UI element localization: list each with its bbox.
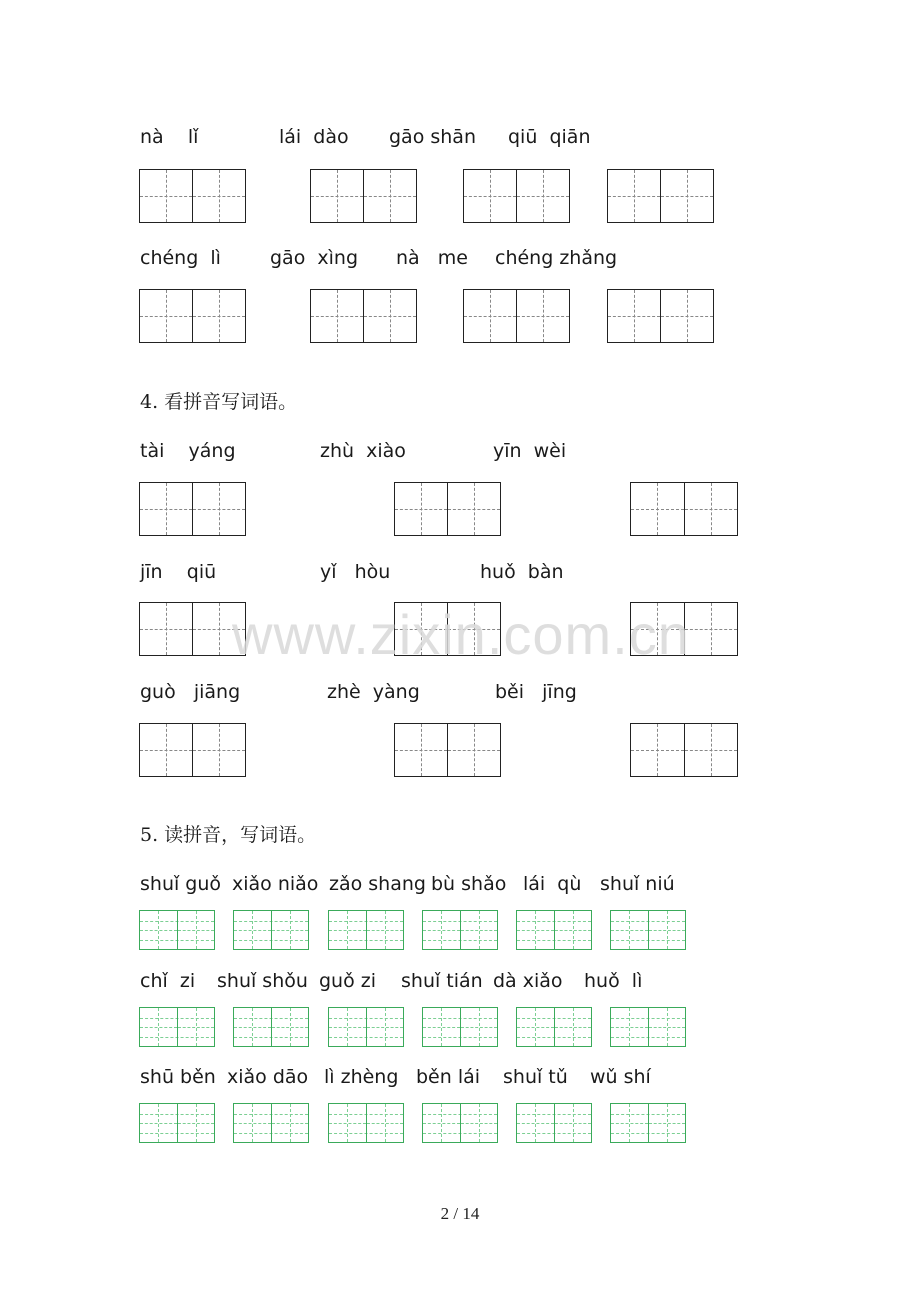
pinyin-word: guǒ zi — [319, 970, 377, 992]
section-5-heading: 5. 读拼音，写词语。 — [140, 824, 317, 846]
pinyin-word: zǎo shang — [329, 873, 426, 895]
pinyin-word: xiǎo dāo — [227, 1066, 309, 1088]
writing-grid[interactable] — [139, 289, 246, 343]
writing-grid[interactable] — [394, 482, 501, 536]
pinyin-word: qiū qiān — [508, 126, 591, 148]
pinyin-word: shuǐ shǒu — [217, 970, 308, 992]
writing-grid[interactable] — [463, 169, 570, 223]
pinyin-word: lì zhèng — [324, 1066, 399, 1088]
writing-grid[interactable] — [328, 910, 404, 950]
writing-grid[interactable] — [310, 289, 417, 343]
pinyin-word: huǒ lì — [584, 970, 643, 992]
writing-grid[interactable] — [139, 169, 246, 223]
writing-grid[interactable] — [310, 169, 417, 223]
writing-grid[interactable] — [516, 1103, 592, 1143]
writing-grid[interactable] — [630, 723, 738, 777]
writing-grid[interactable] — [607, 289, 714, 343]
writing-grid[interactable] — [328, 1103, 404, 1143]
page-number: 2 / 14 — [440, 1204, 480, 1223]
pinyin-word: lái qù — [523, 873, 582, 895]
writing-grid[interactable] — [610, 910, 686, 950]
pinyin-word: lái dào — [279, 126, 349, 148]
pinyin-word: jīn qiū — [140, 561, 217, 583]
writing-grid[interactable] — [139, 910, 215, 950]
pinyin-word: yīn wèi — [493, 440, 567, 462]
writing-grid[interactable] — [516, 910, 592, 950]
watermark: www.zixin.com.cn — [232, 603, 690, 666]
writing-grid[interactable] — [139, 482, 246, 536]
pinyin-word: yǐ hòu — [320, 561, 391, 583]
pinyin-word: xiǎo niǎo — [232, 873, 319, 895]
writing-grid[interactable] — [139, 723, 246, 777]
pinyin-word: nà lǐ — [140, 126, 199, 148]
writing-grid[interactable] — [422, 910, 498, 950]
writing-grid[interactable] — [607, 169, 714, 223]
pinyin-word: zhè yàng — [327, 681, 420, 703]
writing-grid[interactable] — [630, 482, 738, 536]
pinyin-word: chéng lì — [140, 247, 221, 269]
writing-grid[interactable] — [139, 602, 246, 656]
writing-grid[interactable] — [394, 723, 501, 777]
writing-grid[interactable] — [233, 1007, 309, 1047]
pinyin-word: shuǐ niú — [600, 873, 675, 895]
writing-grid[interactable] — [422, 1007, 498, 1047]
pinyin-word: zhù xiào — [320, 440, 406, 462]
writing-grid[interactable] — [516, 1007, 592, 1047]
pinyin-word: chǐ zi — [140, 970, 196, 992]
pinyin-word: shuǐ tǔ — [503, 1066, 568, 1088]
pinyin-word: wǔ shí — [590, 1066, 651, 1088]
pinyin-word: huǒ bàn — [480, 561, 564, 583]
writing-grid[interactable] — [233, 910, 309, 950]
writing-grid[interactable] — [610, 1007, 686, 1047]
pinyin-word: běn lái — [416, 1066, 481, 1088]
pinyin-word: nà me — [396, 247, 469, 269]
pinyin-word: guò jiāng — [140, 681, 241, 703]
writing-grid[interactable] — [422, 1103, 498, 1143]
pinyin-word: běi jīng — [495, 681, 577, 703]
pinyin-word: chéng zhǎng — [495, 247, 618, 269]
pinyin-word: shuǐ guǒ — [140, 873, 222, 895]
writing-grid[interactable] — [328, 1007, 404, 1047]
pinyin-word: dà xiǎo — [493, 970, 563, 992]
pinyin-word: tài yáng — [140, 440, 236, 462]
pinyin-word: bù shǎo — [431, 873, 507, 895]
pinyin-word: shuǐ tián — [401, 970, 483, 992]
writing-grid[interactable] — [233, 1103, 309, 1143]
pinyin-word: gāo shān — [389, 126, 476, 148]
pinyin-word: gāo xìng — [270, 247, 359, 269]
writing-grid[interactable] — [463, 289, 570, 343]
pinyin-word: shū běn — [140, 1066, 216, 1088]
writing-grid[interactable] — [610, 1103, 686, 1143]
writing-grid[interactable] — [139, 1103, 215, 1143]
writing-grid[interactable] — [139, 1007, 215, 1047]
section-4-heading: 4. 看拼音写词语。 — [140, 391, 298, 413]
